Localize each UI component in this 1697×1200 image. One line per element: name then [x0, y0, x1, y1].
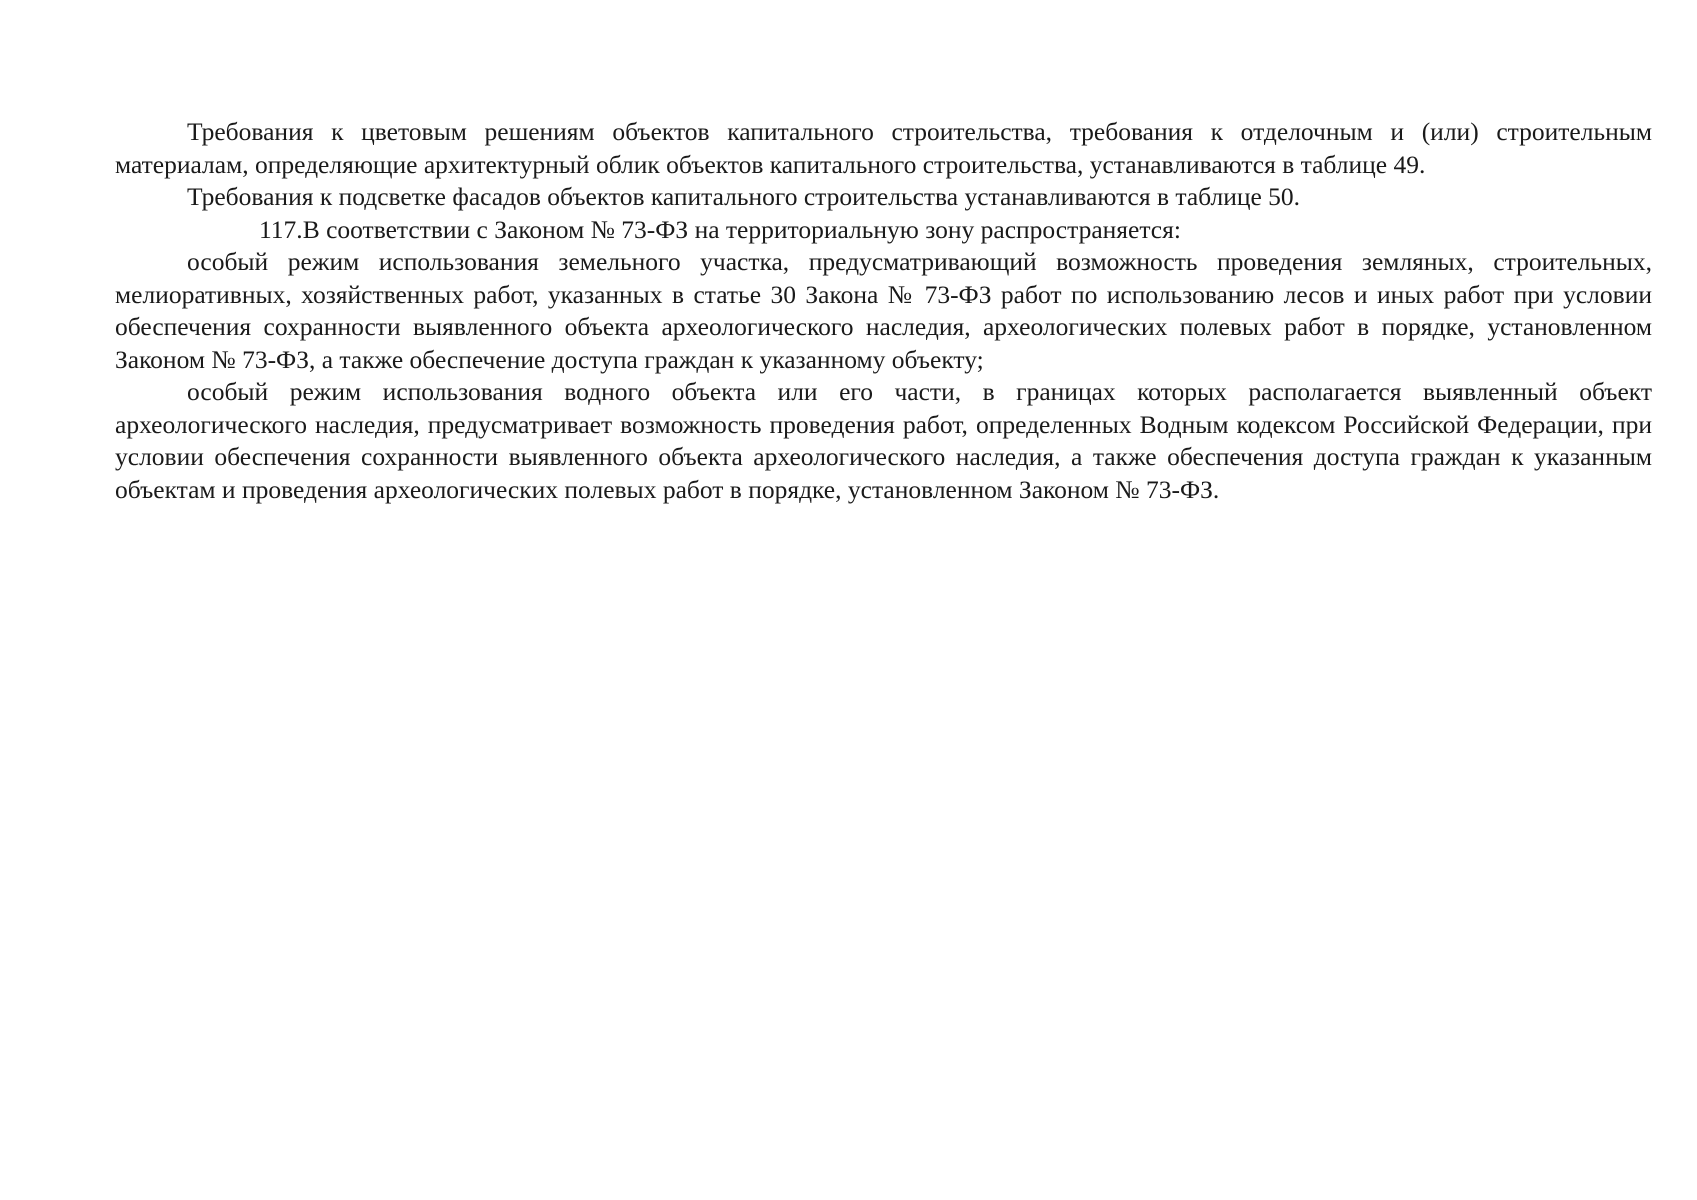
- paragraph-item-117: [115, 214, 1652, 247]
- paragraph-color-requirements: Требования к цветовым решениям объектов капитального строительства, требования к отделочным и (или) строительным материалам, определяющие архитектурный облик объектов капитального строительства, устанавливаются в таблице 49.: [115, 117, 1652, 179]
- item-text: В соответствии с Законом № 73-ФЗ на территориальную зону распространяется:: [302, 214, 1181, 244]
- document-page: [115, 116, 1652, 506]
- paragraph-facade-lighting: Требования к подсветке фасадов объектов капитального строительства устанавливаются в таблице 50.: [187, 182, 1301, 211]
- item-number: 117.: [259, 214, 303, 244]
- paragraph-water-body-regime: особый режим использования водного объекта или его части, в границах которых располагается выявленный объект археологического наследия, предусматривает возможность проведения работ, определенных Водным кодексом Российской Федерации, при условии обеспечения сохранности выявленного объекта археологического наследия, а также обеспечения доступа граждан к указанным объектам и проведения археологических полевых работ в порядке, установленном Законом № 73-ФЗ.: [115, 377, 1652, 504]
- paragraph-land-plot-regime: особый режим использования земельного участка, предусматривающий возможность проведения земляных, строительных, мелиоративных, хозяйственных работ, указанных в статье 30 Закона № 73-ФЗ работ по использованию лесов и иных работ при условии обеспечения сохранности выявленного объекта археологического наследия, археологических полевых работ в порядке, установленном Законом № 73-ФЗ, а также обеспечение доступа граждан к указанному объекту;: [115, 247, 1652, 374]
